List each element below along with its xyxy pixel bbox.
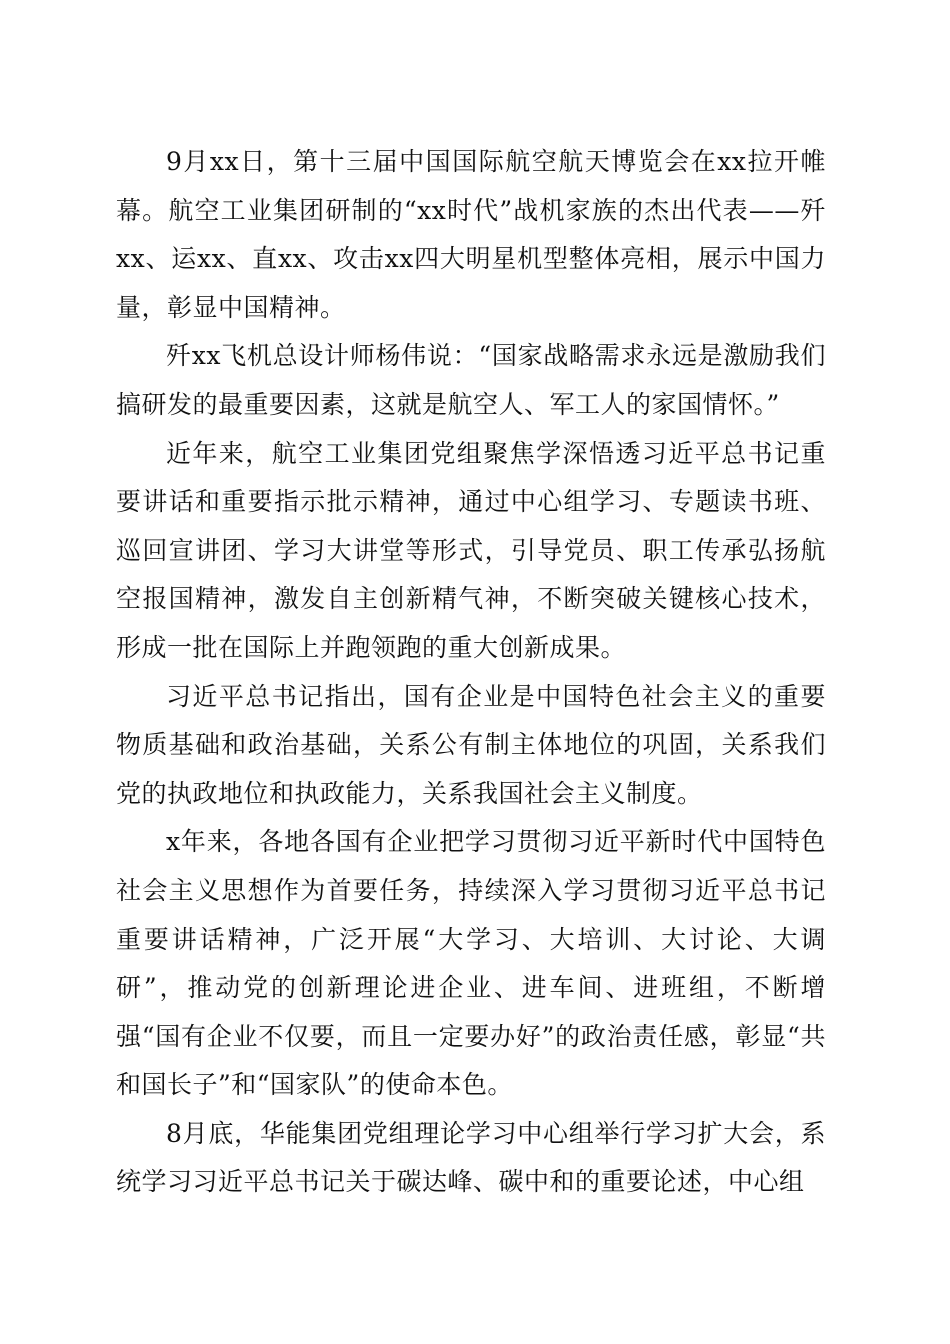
paragraph-designer-quote: 歼xx飞机总设计师杨伟说：“国家战略需求永远是激励我们搞研发的最重要因素，这就是航空人、军工人的家国情怀。” (116, 341, 826, 419)
paragraph-huaneng: 8月底，华能集团党组理论学习中心组举行学习扩大会，系统学习习近平总书记关于碳达峰、碳中和的重要论述，中心组 (116, 1118, 826, 1197)
paragraph-soe-study: x年来，各地各国有企业把学习贯彻习近平新时代中国特色社会主义思想作为首要任务，持续深入学习贯彻习近平总书记重要讲话精神，广泛开展“大学习、大培训、大讨论、大调研”，推动党的创新理论进企业、进车间、进班组，不断增强“国有企业不仅要，而且一定要办好”的政治责任感，彰显“共和国长子”和“国家队”的使命本色。 (116, 827, 826, 1100)
paragraph-aviation-group: 近年来，航空工业集团党组聚焦学深悟透习近平总书记重要讲话和重要指示批示精神，通过中心组学习、专题读书班、巡回宣讲团、学习大讲堂等形式，引导党员、职工传承弘扬航空报国精神，激发自主创新精气神，不断突破关键核心技术，形成一批在国际上并跑领跑的重大创新成果。 (116, 438, 826, 662)
paragraph-soe-foundation: 习近平总书记指出，国有企业是中国特色社会主义的重要物质基础和政治基础，关系公有制主体地位的巩固，关系我们党的执政地位和执政能力，关系我国社会主义制度。 (116, 681, 826, 808)
document-body (116, 138, 826, 1207)
paragraph-airshow: 9月xx日，第十三届中国国际航空航天博览会在xx拉开帷幕。航空工业集团研制的“xx时代”战机家族的杰出代表——歼xx、运xx、直xx、攻击xx四大明星机型整体亮相，展示中国力量，彰显中国精神。 (116, 147, 826, 322)
